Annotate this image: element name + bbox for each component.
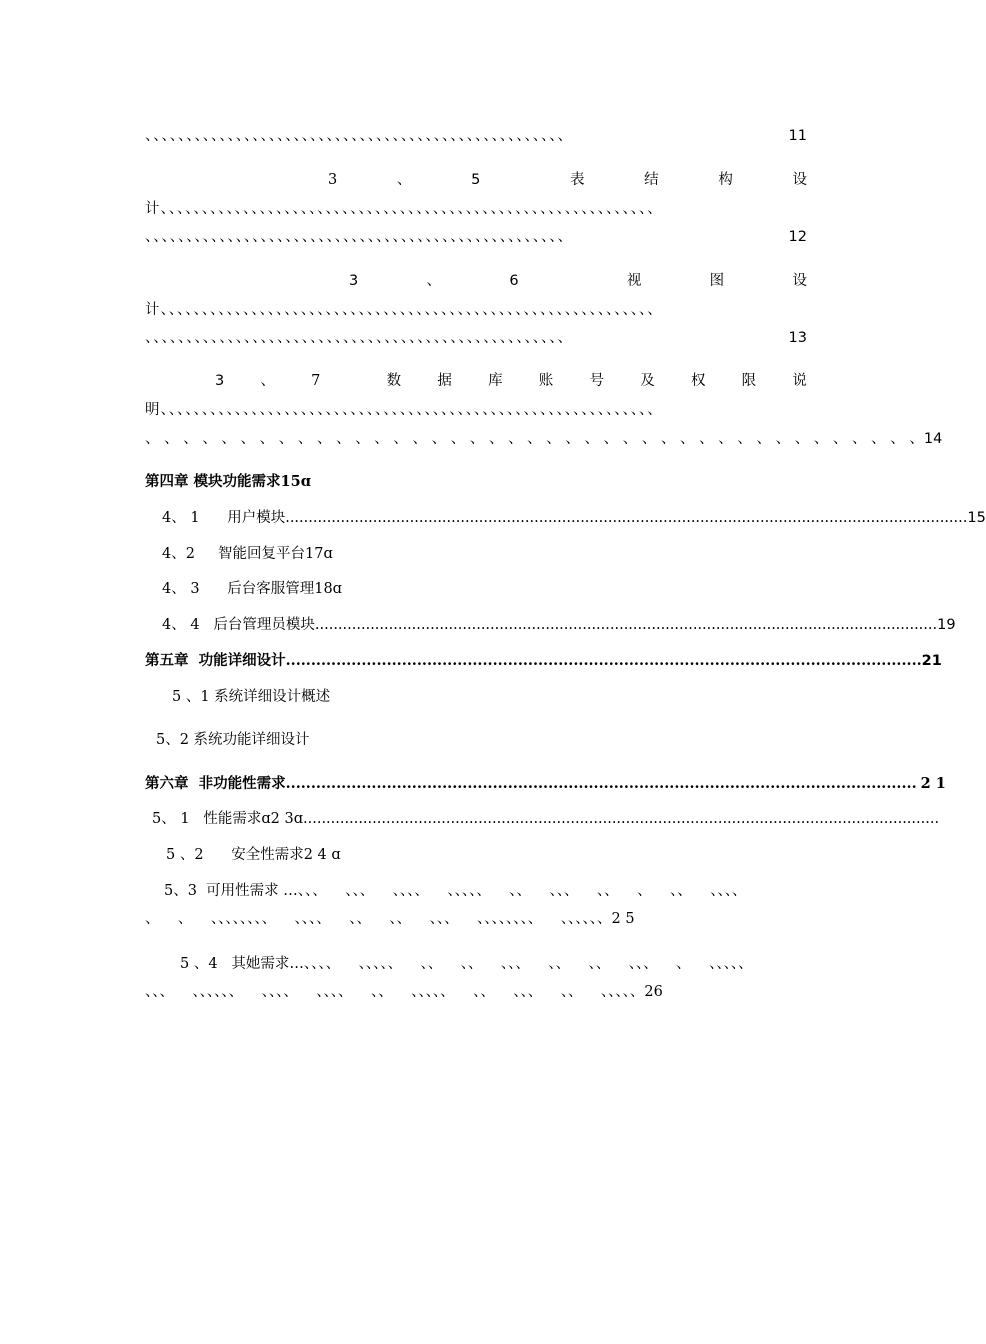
toc-entry-5-2[interactable]: 5、2 系统功能详细设计: [156, 732, 310, 748]
toc-section-num: 3: [349, 273, 359, 289]
toc-title-char: 设: [792, 172, 807, 188]
toc-page-number: 2 1: [920, 775, 946, 792]
toc-page-number: 14: [923, 431, 943, 447]
toc-page-number: 19: [937, 617, 956, 633]
toc-title-char: 及: [640, 373, 655, 389]
toc-chapter-4[interactable]: 第四章 模块功能需求15ɑ: [145, 473, 311, 490]
toc-title-char: 表: [569, 172, 585, 188]
toc-entry-3-5-line2: 计、、、、、、、、、、、、、、、、、、、、、、、、、、、、、、、、、、、、、、、、、、、、、、、、、、、、、、、、、、、、: [145, 201, 663, 217]
toc-entry-6-4-line2: 、、、 、、、、、、 、、、、 、、、、 、、 、、、、、 、、 、、、 、、 、、、、、26: [145, 984, 663, 1000]
toc-page-number: 21: [921, 653, 942, 669]
toc-sep: 、: [426, 273, 442, 289]
toc-page-number: 15: [967, 510, 986, 526]
toc-leader: .......................................................................................................................................: [314, 617, 938, 633]
toc-entry-4-4[interactable]: [162, 615, 956, 635]
toc-leader: ....................................................................................................................................................: [285, 510, 968, 526]
toc-section-num: 3: [328, 172, 338, 188]
toc-leader: 、、、、、、、、、、、、、、、、、、、、、、、、、、、、、、、、、、、、、、、、、、、、、、、、、、、: [145, 229, 573, 245]
toc-entry-5-1[interactable]: 5 、1 系统详细设计概述: [172, 689, 331, 705]
toc-entry-3-7-line3[interactable]: [145, 429, 943, 449]
toc-leader: ..............................................................................................................................: [285, 652, 922, 669]
toc-leader: ..........................................................................................................................................: [303, 811, 940, 827]
toc-title-char: 数: [386, 373, 402, 389]
toc-entry-6-1[interactable]: [152, 809, 940, 829]
toc-entry-label: 4、 1 用户模块: [162, 510, 286, 526]
toc-entry-label: 4、 4 后台管理员模块: [162, 617, 315, 633]
toc-title-char: 据: [437, 373, 452, 389]
toc-title-char: 说: [792, 373, 807, 389]
toc-entry-6-3-line1[interactable]: 5、3 可用性需求 …、、、 、、、 、、、、 、、、、、 、、 、、、 、、 、 、、 、、、、: [164, 883, 747, 899]
toc-entry-3-5-line3[interactable]: [145, 227, 807, 247]
toc-entry-4-1[interactable]: [162, 508, 986, 528]
toc-entry-label: 第六章 非功能性需求: [145, 775, 286, 792]
toc-chapter-5[interactable]: [145, 651, 942, 671]
toc-chapter-6[interactable]: [145, 774, 946, 794]
toc-title-char: 限: [741, 373, 757, 389]
toc-entry-3-7[interactable]: [215, 371, 807, 391]
toc-leader: 、、、、、、、、、、、、、、、、、、、、、、、、、、、、、、、、、、、、、、、、、、、、、、、、、、、: [145, 330, 573, 346]
toc-section-num: 3: [215, 373, 225, 389]
toc-title-char: 设: [792, 273, 807, 289]
toc-entry-3-6-line3[interactable]: [145, 328, 807, 348]
toc-page-number: 11: [788, 128, 807, 144]
toc-entry-4-2[interactable]: 4、2 智能回复平台17ɑ: [162, 546, 333, 562]
toc-entry-6-4-line1[interactable]: 5 、4 其她需求…、、、、 、、、、、 、、 、、 、、、 、、 、、 、、、 、 、、、、、: [180, 956, 753, 972]
toc-entry-3-4-tail[interactable]: [145, 126, 807, 146]
toc-entry-3-6[interactable]: [349, 271, 807, 291]
toc-entry-3-6-line2: 计、、、、、、、、、、、、、、、、、、、、、、、、、、、、、、、、、、、、、、、、、、、、、、、、、、、、、、、、、、、、: [145, 302, 663, 318]
toc-leader: 、 、 、 、 、 、 、 、 、 、 、 、 、 、 、 、 、 、 、 、 、 、 、 、 、 、 、 、 、 、 、 、 、 、 、 、 、 、 、 、 、: [145, 431, 924, 447]
toc-leader: .............................................................................................................................: [285, 775, 917, 792]
toc-entry-label: 5、 1 性能需求ɑ2 3ɑ: [152, 811, 304, 827]
toc-entry-6-2[interactable]: 5 、2 安全性需求2 4 ɑ: [166, 847, 341, 863]
toc-title-char: 账: [538, 373, 554, 389]
toc-title-char: 图: [709, 273, 725, 289]
toc-entry-3-7-line2: 明、、、、、、、、、、、、、、、、、、、、、、、、、、、、、、、、、、、、、、、、、、、、、、、、、、、、、、、、、、、、: [145, 402, 663, 418]
toc-title-char: 号: [589, 373, 604, 389]
toc-leader: 、、、、、、、、、、、、、、、、、、、、、、、、、、、、、、、、、、、、、、、、、、、、、、、、、、、: [145, 128, 573, 144]
toc-entry-4-3[interactable]: 4、 3 后台客服管理18ɑ: [162, 581, 342, 597]
toc-entry-3-5[interactable]: [328, 170, 807, 190]
toc-sep: 、: [260, 373, 275, 389]
toc-entry-label: 第五章 功能详细设计: [145, 652, 286, 669]
toc-title-char: 库: [488, 373, 503, 389]
toc-page-number: 12: [788, 229, 807, 245]
toc-section-num: 6: [509, 273, 519, 289]
toc-sep: 、: [396, 172, 412, 188]
toc-title-char: 结: [644, 172, 659, 188]
toc-section-num: 5: [471, 172, 481, 188]
toc-section-num: 7: [311, 373, 321, 389]
toc-title-char: 视: [626, 273, 642, 289]
toc-title-char: 构: [718, 172, 733, 188]
toc-page-number: 13: [788, 330, 807, 346]
toc-title-char: 权: [690, 373, 706, 389]
toc-entry-6-3-line2: 、 、 、、、、、、、、 、、、、 、、 、、 、、、 、、、、、、、、 、、、、、、2 5: [145, 911, 635, 927]
